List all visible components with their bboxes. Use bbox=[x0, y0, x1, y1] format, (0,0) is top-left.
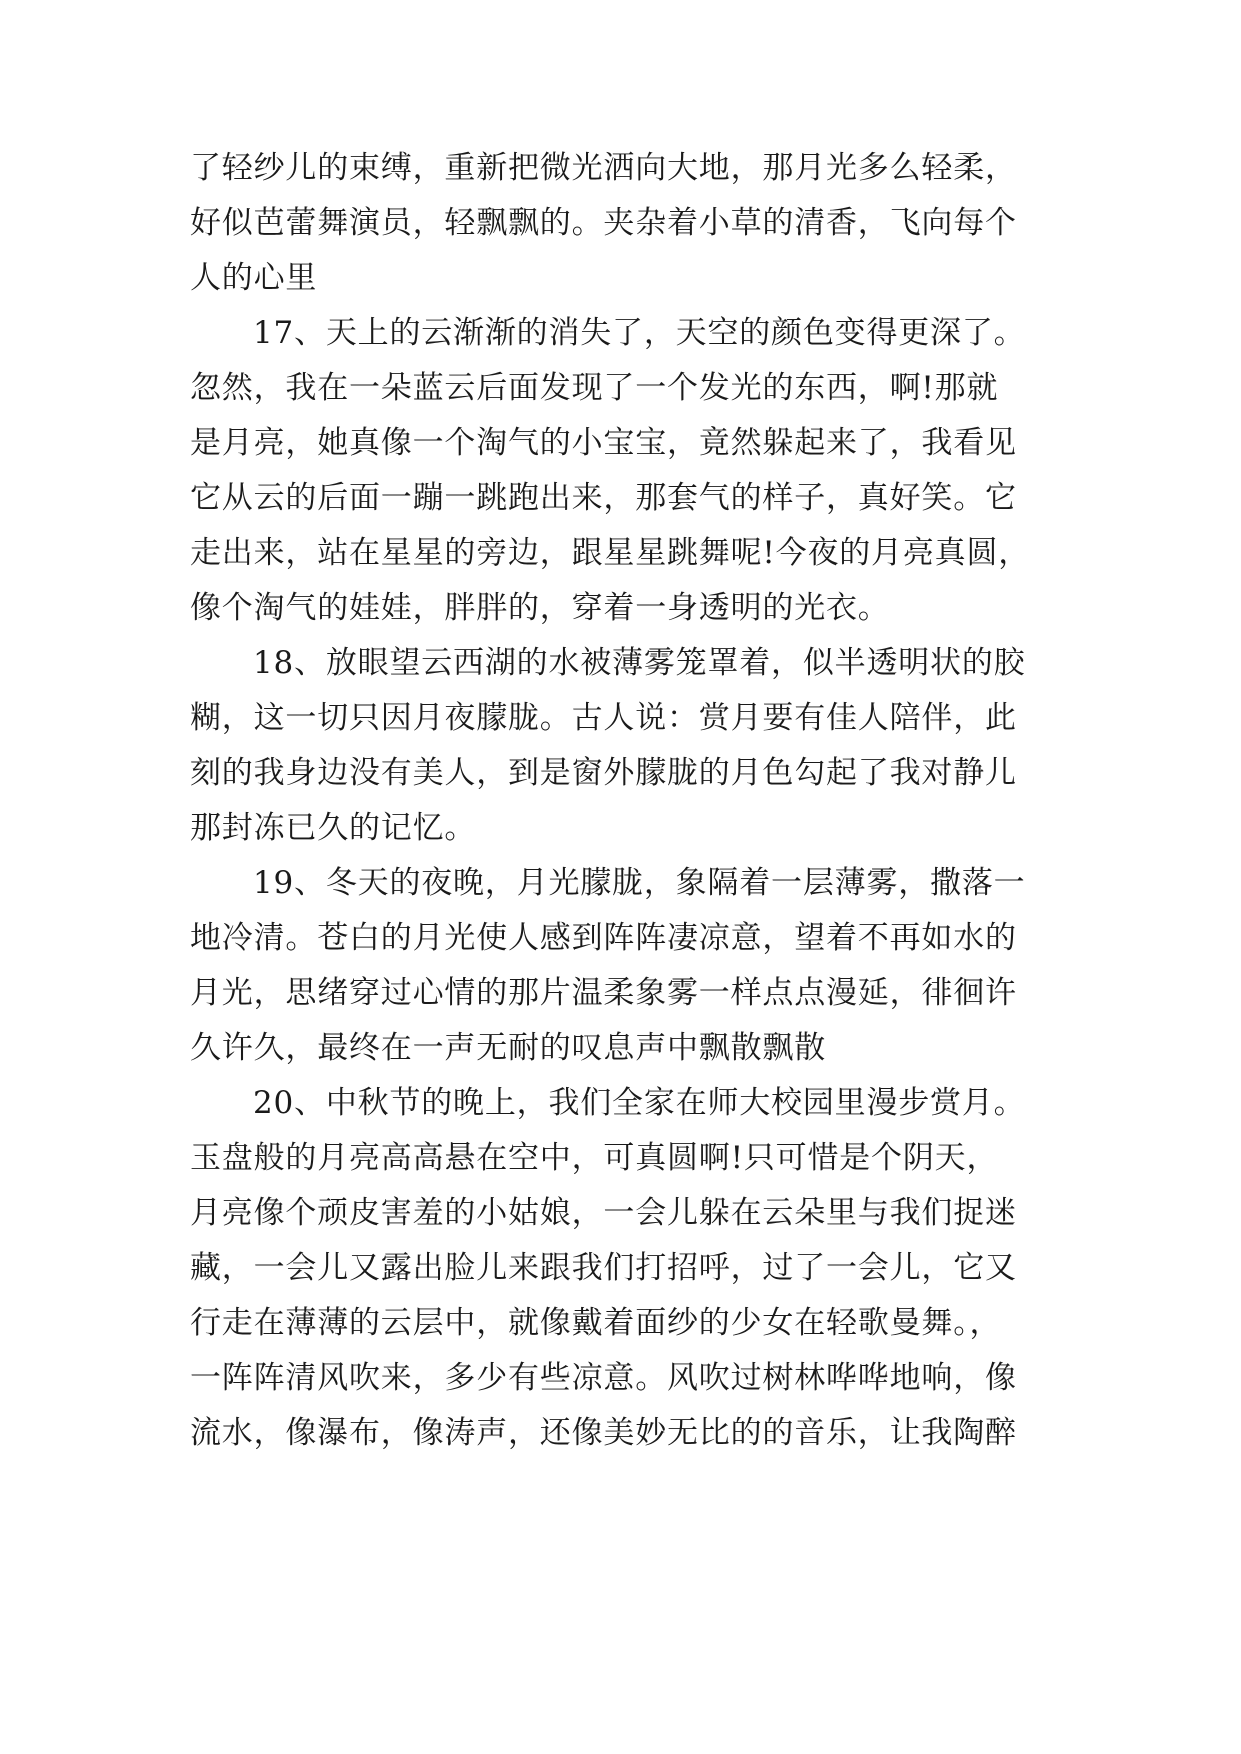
paragraph-18-first-line: 18、放眼望云西湖的水被薄雾笼罩着，似半透明状的胶 bbox=[253, 645, 1026, 681]
text-line: 地冷清。苍白的月光使人感到阵阵凄凉意，望着不再如水的 bbox=[190, 920, 1017, 956]
paragraph-17-first-line: 17、天上的云渐渐的消失了，天空的颜色变得更深了。 bbox=[253, 315, 1026, 351]
text-line: 玉盘般的月亮高高悬在空中，可真圆啊!只可惜是个阴天， bbox=[190, 1140, 999, 1176]
text-line: 那封冻已久的记忆。 bbox=[190, 810, 477, 846]
text-line: 流水，像瀑布，像涛声，还像美妙无比的的音乐，让我陶醉 bbox=[190, 1415, 1017, 1451]
text-line: 久许久，最终在一声无耐的叹息声中飘散飘散 bbox=[190, 1030, 826, 1066]
text-line: 是月亮，她真像一个淘气的小宝宝，竟然躲起来了，我看见 bbox=[190, 425, 1017, 461]
paragraph-19-first-line: 19、冬天的夜晚，月光朦胧，象隔着一层薄雾，撒落一 bbox=[253, 865, 1026, 901]
text-line: 行走在薄薄的云层中，就像戴着面纱的少女在轻歌曼舞。， bbox=[190, 1305, 1002, 1341]
text-line: 月光，思绪穿过心情的那片温柔象雾一样点点漫延，徘徊许 bbox=[190, 975, 1017, 1011]
text-line: 忽然，我在一朵蓝云后面发现了一个发光的东西，啊!那就 bbox=[190, 370, 999, 406]
text-line: 走出来，站在星星的旁边，跟星星跳舞呢!今夜的月亮真圆， bbox=[190, 535, 1031, 571]
text-line: 好似芭蕾舞演员，轻飘飘的。夹杂着小草的清香，飞向每个 bbox=[190, 205, 1017, 241]
text-line: 像个淘气的娃娃，胖胖的，穿着一身透明的光衣。 bbox=[190, 590, 890, 626]
text-line: 它从云的后面一蹦一跳跑出来，那套气的样子，真好笑。它 bbox=[190, 480, 1017, 516]
text-line: 一阵阵清风吹来，多少有些凉意。风吹过树林哗哗地响，像 bbox=[190, 1360, 1017, 1396]
text-line: 藏，一会儿又露出脸儿来跟我们打招呼，过了一会儿，它又 bbox=[190, 1250, 1017, 1286]
text-line: 糊，这一切只因月夜朦胧。古人说：赏月要有佳人陪伴，此 bbox=[190, 700, 1017, 736]
text-line: 了轻纱儿的束缚，重新把微光洒向大地，那月光多么轻柔， bbox=[190, 150, 1017, 186]
text-line: 月亮像个顽皮害羞的小姑娘，一会儿躲在云朵里与我们捉迷 bbox=[190, 1195, 1017, 1231]
text-line: 人的心里 bbox=[190, 260, 318, 296]
text-line: 刻的我身边没有美人，到是窗外朦胧的月色勾起了我对静儿 bbox=[190, 755, 1017, 791]
paragraph-20-first-line: 20、中秋节的晚上，我们全家在师大校园里漫步赏月。 bbox=[253, 1085, 1026, 1121]
